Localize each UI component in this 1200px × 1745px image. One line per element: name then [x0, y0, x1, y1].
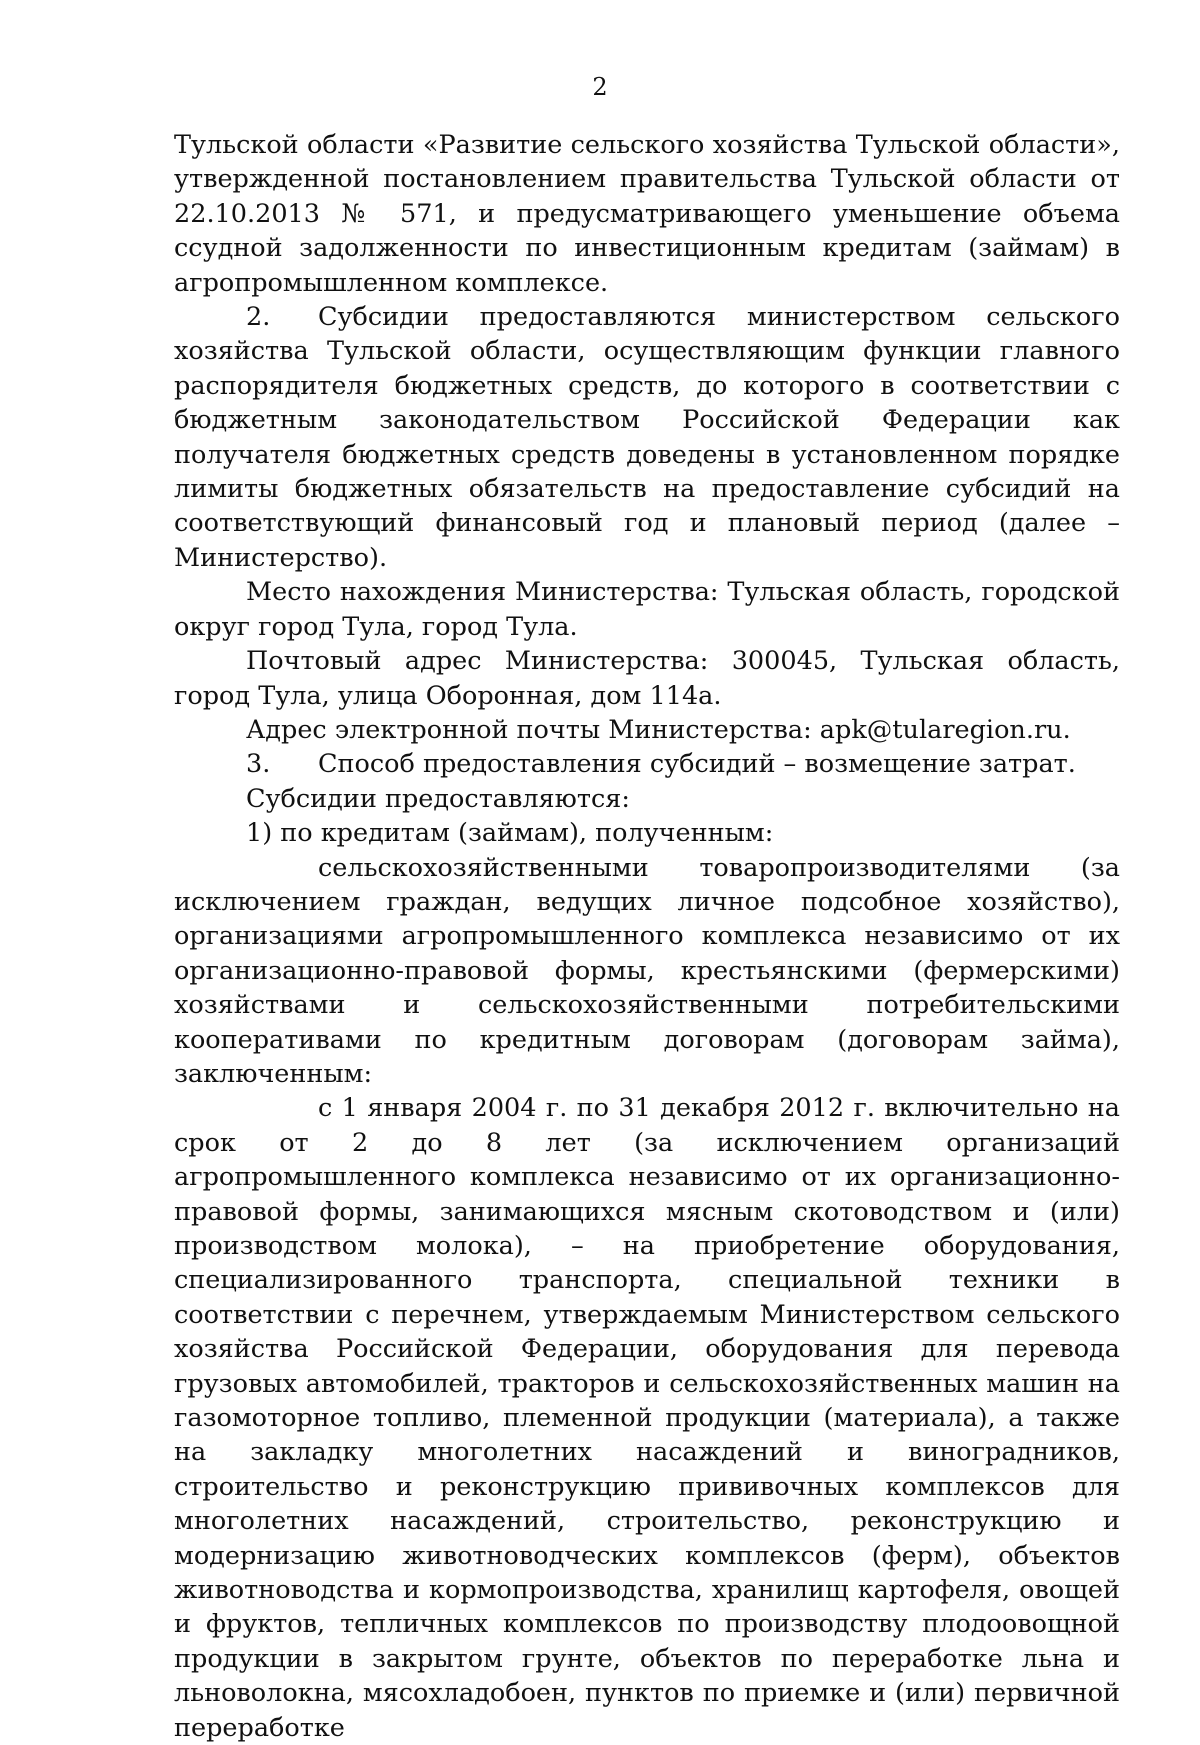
paragraph-item-2	[174, 300, 1120, 575]
page-number: 2	[592, 73, 608, 101]
paragraph-item-2-text: Субсидии предоставляются министерством сельского хозяйства Тульской области, осуществляющим функции главного распорядителя бюджетных средств, до которого в соответствии с бюджетным законодательством Российской Федерации как получателя бюджетных средств доведены в установленном порядке лимиты бюджетных обязательств на предоставление субсидий на соответствующий финансовый год и плановый период (далее – Министерство).	[174, 302, 1120, 573]
paragraph-email: Адрес электронной почты Министерства: apk@tularegion.ru.	[246, 714, 1071, 745]
paragraph-subsidies-intro: Субсидии предоставляются:	[246, 783, 630, 814]
item-number-2: 2.	[246, 302, 271, 333]
item-number-3: 3.	[246, 749, 271, 780]
paragraph-item-3	[174, 747, 1120, 781]
paragraph-continuation: Тульской области «Развитие сельского хозяйства Тульской области», утвержденной постановлением правительства Тульской области от 22.10.2013 № 571, и предусматривающего уменьшение объема ссудной задолженности по инвестиционным кредитам (займам) в агропромышленном комплексе.	[174, 130, 1120, 298]
document-body	[174, 128, 1120, 1745]
paragraph-recipients: сельскохозяйственными товаропроизводителями (за исключением граждан, ведущих личное подсобное хозяйство), организациями агропромышленного комплекса независимо от их организационно-правовой формы, крестьянскими (фермерскими) хозяйствами и сельскохозяйственными потребительскими кооперативами по кредитным договорам (договорам займа), заключенным:	[174, 852, 1120, 1089]
paragraph-postal-address: Почтовый адрес Министерства: 300045, Тульская область, город Тула, улица Оборонная, дом 114а.	[174, 646, 1120, 711]
paragraph-subitem-1: 1) по кредитам (займам), полученным:	[246, 818, 774, 849]
paragraph-location: Место нахождения Министерства: Тульская область, городской округ город Тула, город Тула.	[174, 577, 1120, 642]
paragraph-period-2004-2012: с 1 января 2004 г. по 31 декабря 2012 г. включительно на срок от 2 до 8 лет (за исключением организаций агропромышленного комплекса независимо от их организационно-правовой формы, занимающихся мясным скотоводством и (или) производством молока), – на приобретение оборудования, специализированного транспорта, специальной техники в соответствии с перечнем, утверждаемым Министерством сельского хозяйства Российской Федерации, оборудования для перевода грузовых автомобилей, тракторов и сельскохозяйственных машин на газомоторное топливо, племенной продукции (материала), а также на закладку многолетних насаждений и виноградников, строительство и реконструкцию прививочных комплексов для многолетних насаждений, строительство, реконструкцию и модернизацию животноводческих комплексов (ферм), объектов животноводства и кормопроизводства, хранилищ картофеля, овощей и фруктов, тепличных комплексов по производству плодоовощной продукции в закрытом грунте, объектов по переработке льна и льноволокна, мясохладобоен, пунктов по приемке и (или) первичной переработке	[174, 1093, 1120, 1743]
paragraph-item-3-text: Способ предоставления субсидий – возмещение затрат.	[318, 749, 1076, 780]
